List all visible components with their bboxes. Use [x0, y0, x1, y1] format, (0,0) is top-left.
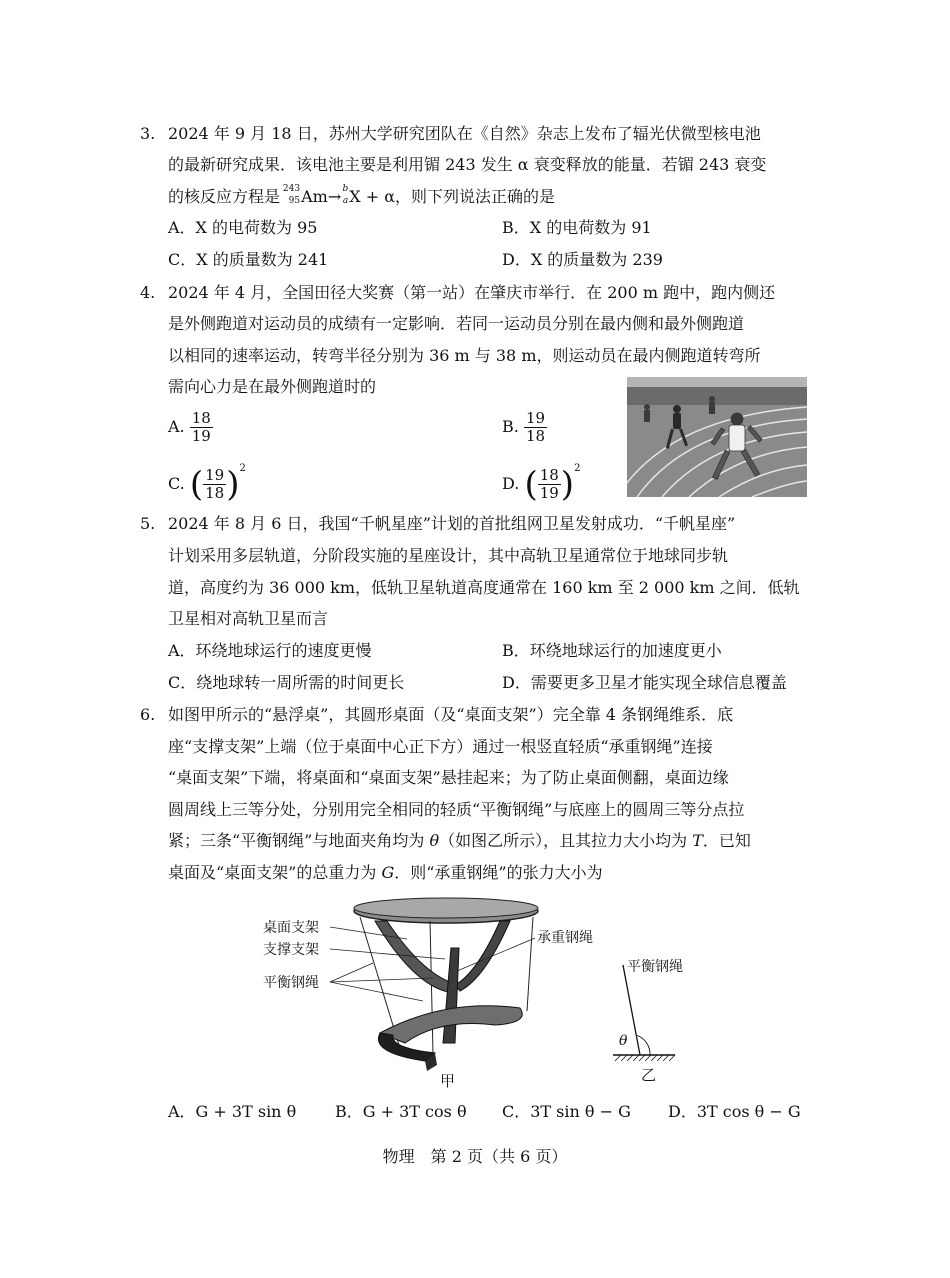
- q4-option-d[interactable]: D. ( $\frac{18}{19}$ )$^2$: [502, 463, 581, 505]
- page-footer: 物理 第 2 页（共 6 页）: [382, 1147, 568, 1166]
- q5-text-line4: 卫星相对高轨卫星而言: [168, 609, 329, 628]
- q3-text-line3: [168, 186, 555, 208]
- label-balance-rope: 平衡钢绳: [263, 975, 319, 991]
- figure-jia: [255, 893, 660, 1093]
- x-nuclide-indices: b a: [342, 184, 349, 206]
- q5-option-b[interactable]: B．环绕地球运行的加速度更小: [502, 641, 722, 660]
- q6-line6-pre: 桌面及“桌面支架”的总重力为: [168, 863, 382, 882]
- q3-line3-post: ，则下列说法正确的是: [395, 187, 556, 206]
- q4-text-line3: 以相同的速率运动，转弯半径分别为 36 m 与 38 m，则运动员在最内侧跑道转弯所: [168, 346, 761, 365]
- q6-line5-pre: 紧；三条“平衡钢绳”与地面夹角均为: [168, 831, 430, 850]
- q3-option-b[interactable]: B．X 的电荷数为 91: [502, 218, 652, 237]
- q3-option-c[interactable]: C．X 的质量数为 241: [168, 250, 329, 269]
- q6-gravity-symbol: G: [381, 863, 395, 882]
- q4-option-c-exponent: 2: [239, 463, 246, 474]
- q4-option-b[interactable]: [502, 410, 547, 445]
- label-tabletop-support: 桌面支架: [263, 920, 319, 936]
- q4-text-line4: 需向心力是在最外侧跑道时的: [168, 377, 377, 396]
- q5-number: 5.: [140, 514, 156, 533]
- q6-line6-post: ．则“承重钢绳”的张力大小为: [394, 863, 603, 882]
- q4-option-a-fraction: $\frac{18}{19}$: [191, 409, 211, 445]
- q4-option-d-label: D.: [502, 474, 520, 493]
- q4-option-b-fraction: $\frac{19}{18}$: [525, 409, 546, 445]
- angle-theta-label: θ: [619, 1033, 628, 1049]
- label-base-support: 支撑支架: [263, 942, 319, 958]
- q4-number: 4.: [140, 283, 156, 302]
- q6-text-line1: 如图甲所示的“悬浮桌”，其圆形桌面（及“桌面支架”）完全靠 4 条钢绳维系．底: [168, 705, 734, 724]
- q5-option-c[interactable]: C．绕地球转一周所需的时间更长: [168, 673, 405, 692]
- q6-option-b[interactable]: B．G + 3T cos θ: [335, 1102, 467, 1121]
- q4-option-c-fraction: $\frac{19}{18}$: [205, 466, 225, 502]
- q6-option-c[interactable]: C．3T sin θ − G: [502, 1102, 631, 1121]
- x-symbol: X + α: [349, 187, 396, 206]
- q4-option-a[interactable]: [168, 410, 213, 445]
- q6-text-line6: [168, 862, 603, 884]
- q6-line5-mid: （如图乙所示），且其拉力大小均为: [439, 831, 693, 850]
- q5-text-line1: 2024 年 8 月 6 日，我国“千帆星座”计划的首批组网卫星发射成功．“千帆星座”: [168, 514, 736, 533]
- q6-text-line3: “桌面支架”下端，将桌面和“桌面支架”悬挂起来；为了防止桌面侧翻，桌面边缘: [168, 768, 729, 787]
- q4-option-d-fraction: $\frac{18}{19}$: [539, 466, 559, 502]
- q6-text-line4: 圆周线上三等分处，分别用完全相同的轻质“平衡钢绳”与底座上的圆周三等分点拉: [168, 800, 745, 819]
- q3-line3-pre: 的核反应方程是: [168, 187, 286, 206]
- am-symbol: Am: [301, 187, 328, 206]
- q4-option-c-label: C.: [168, 474, 185, 493]
- q4-option-a-label: A.: [168, 417, 185, 436]
- track-photo: [627, 377, 807, 497]
- q4-text-line2: 是外侧跑道对运动员的成绩有一定影响．若同一运动员分别在最内侧和最外侧跑道: [168, 314, 745, 333]
- q6-option-a[interactable]: A．G + 3T sin θ: [168, 1102, 297, 1121]
- q5-option-d[interactable]: D．需要更多卫星才能实现全球信息覆盖: [502, 673, 787, 692]
- reaction-arrow: →: [327, 187, 342, 206]
- q6-text-line2: 座“支撑支架”上端（位于桌面中心正下方）通过一根竖直轻质“承重钢绳”连接: [168, 737, 713, 756]
- figure-yi: [605, 955, 705, 1090]
- figure-yi-caption: 乙: [641, 1066, 657, 1084]
- figure-jia-caption: 甲: [440, 1072, 456, 1090]
- q4-text-line1: 2024 年 4 月，全国田径大奖赛（第一站）在肇庆市举行．在 200 m 跑中，跑内侧还: [168, 283, 776, 302]
- q3-number: 3.: [140, 124, 156, 143]
- q6-theta: θ: [429, 831, 440, 850]
- q3-option-a[interactable]: A．X 的电荷数为 95: [168, 218, 318, 237]
- q4-option-c[interactable]: C. ( $\frac{19}{18}$ )$^2$: [168, 463, 246, 505]
- q5-text-line2: 计划采用多层轨道，分阶段实施的星座设计，其中高轨卫星通常位于地球同步轨: [168, 546, 729, 565]
- q6-tension-symbol: T: [692, 831, 703, 850]
- q6-line5-post: ．已知: [702, 831, 751, 850]
- am-nuclide-indices: 243 95: [282, 184, 301, 206]
- q6-number: 6.: [140, 705, 156, 724]
- q3-option-d[interactable]: D．X 的质量数为 239: [502, 250, 663, 269]
- q4-option-b-label: B.: [502, 417, 519, 436]
- q6-option-d[interactable]: D．3T cos θ − G: [668, 1102, 801, 1121]
- q3-text-line1: 2024 年 9 月 18 日，苏州大学研究团队在《自然》杂志上发布了辐光伏微型核电池: [168, 124, 761, 143]
- q3-text-line2: 的最新研究成果．该电池主要是利用镅 243 发生 α 衰变释放的能量．若镅 243 衰变: [168, 155, 767, 174]
- q5-text-line3: 道，高度约为 36 000 km，低轨卫星轨道高度通常在 160 km 至 2 000 km 之间．低轨: [168, 578, 800, 597]
- label-load-rope: 承重钢绳: [537, 930, 593, 946]
- q6-text-line5: [168, 830, 751, 852]
- q5-option-a[interactable]: A．环绕地球运行的速度更慢: [168, 641, 372, 660]
- q4-option-d-exponent: 2: [574, 463, 581, 474]
- label-balance-rope-yi: 平衡钢绳: [627, 959, 683, 975]
